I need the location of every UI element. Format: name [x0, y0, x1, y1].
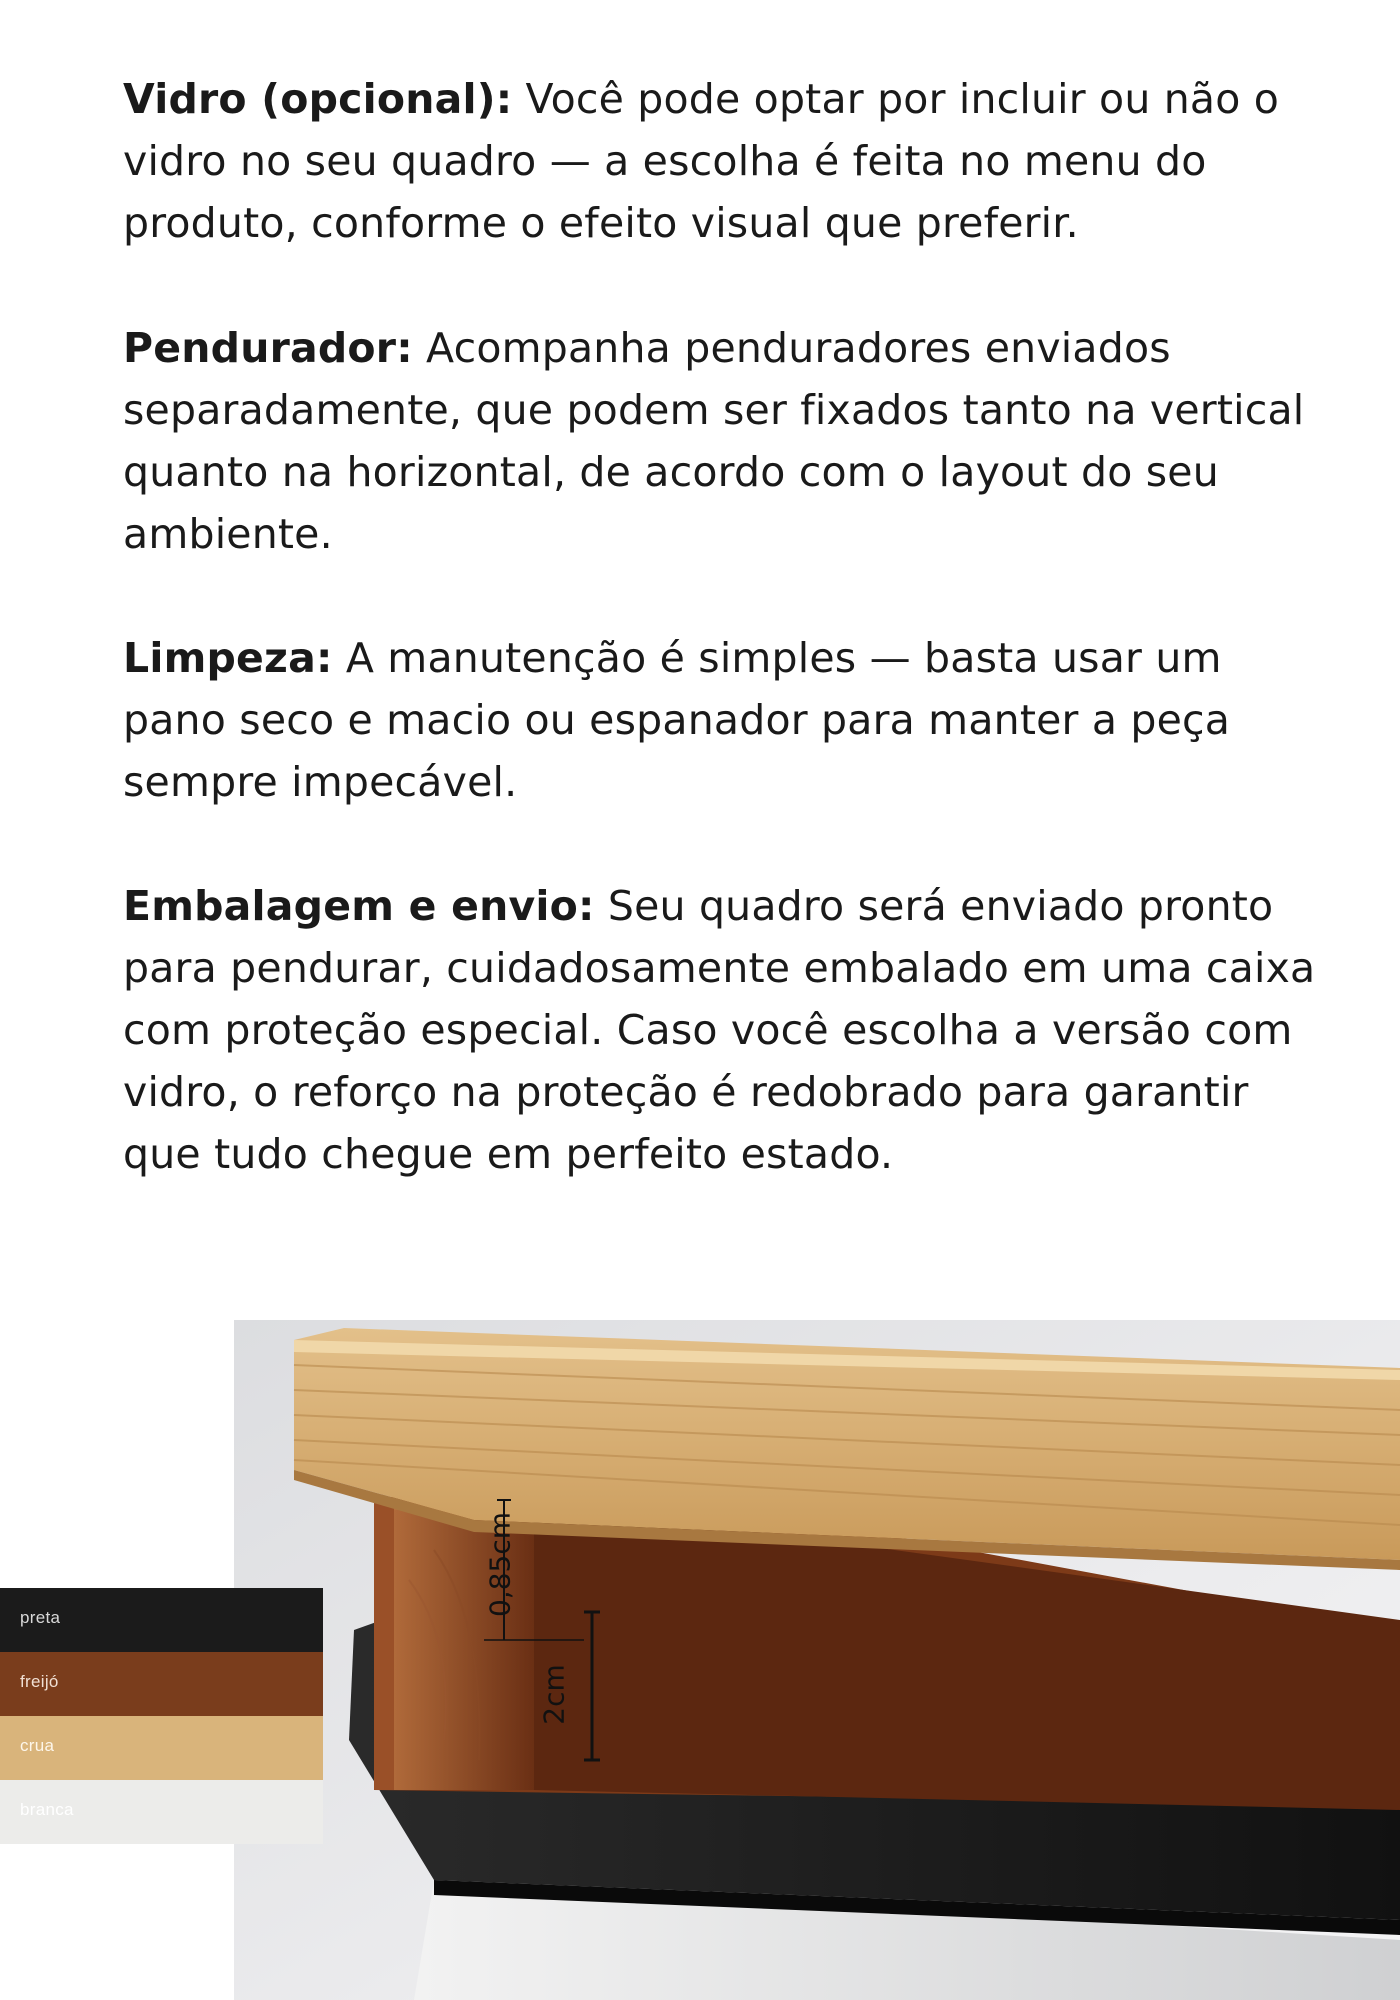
swatch-preta [0, 1588, 323, 1652]
swatch-label: branca [20, 1800, 74, 1819]
dimension-depth-label: 0,85cm [483, 1512, 517, 1618]
section-heading: Limpeza: [123, 634, 333, 682]
section-body: Seu quadro será enviado pronto para pendurar, cuidadosamente embalado em uma caixa com proteção especial. Caso você escolha a versão com vidro, o reforço na proteção é redobrado para garantir que tudo chegue em perfeito estado. [123, 882, 1316, 1178]
section-heading: Vidro (opcional): [123, 75, 513, 123]
swatch-label: freijó [20, 1672, 59, 1691]
frame-profile-photo [234, 1320, 1400, 2000]
swatch-branca [0, 1780, 323, 1844]
swatch-crua [0, 1716, 323, 1780]
section-body: Acompanha penduradores enviados separadamente, que podem ser fixados tanto na vertical quanto na horizontal, de acordo com o layout do seu ambiente. [123, 324, 1305, 558]
section-heading: Pendurador: [123, 324, 413, 372]
section-limpeza [123, 627, 1323, 813]
dimension-height-label: 2cm [537, 1664, 571, 1725]
section-body: Você pode optar por incluir ou não o vidro no seu quadro — a escolha é feita no menu do produto, conforme o efeito visual que preferir. [123, 75, 1280, 247]
section-vidro [123, 68, 1323, 254]
section-pendurador [123, 317, 1323, 565]
color-swatches [0, 1588, 323, 1844]
swatch-freijo [0, 1652, 323, 1716]
section-body: A manutenção é simples — basta usar um pano seco e macio ou espanador para manter a peça sempre impecável. [123, 634, 1231, 806]
swatch-label: preta [20, 1608, 61, 1627]
section-embalagem [123, 875, 1323, 1185]
section-heading: Embalagem e envio: [123, 882, 595, 930]
swatch-label: crua [20, 1736, 55, 1755]
